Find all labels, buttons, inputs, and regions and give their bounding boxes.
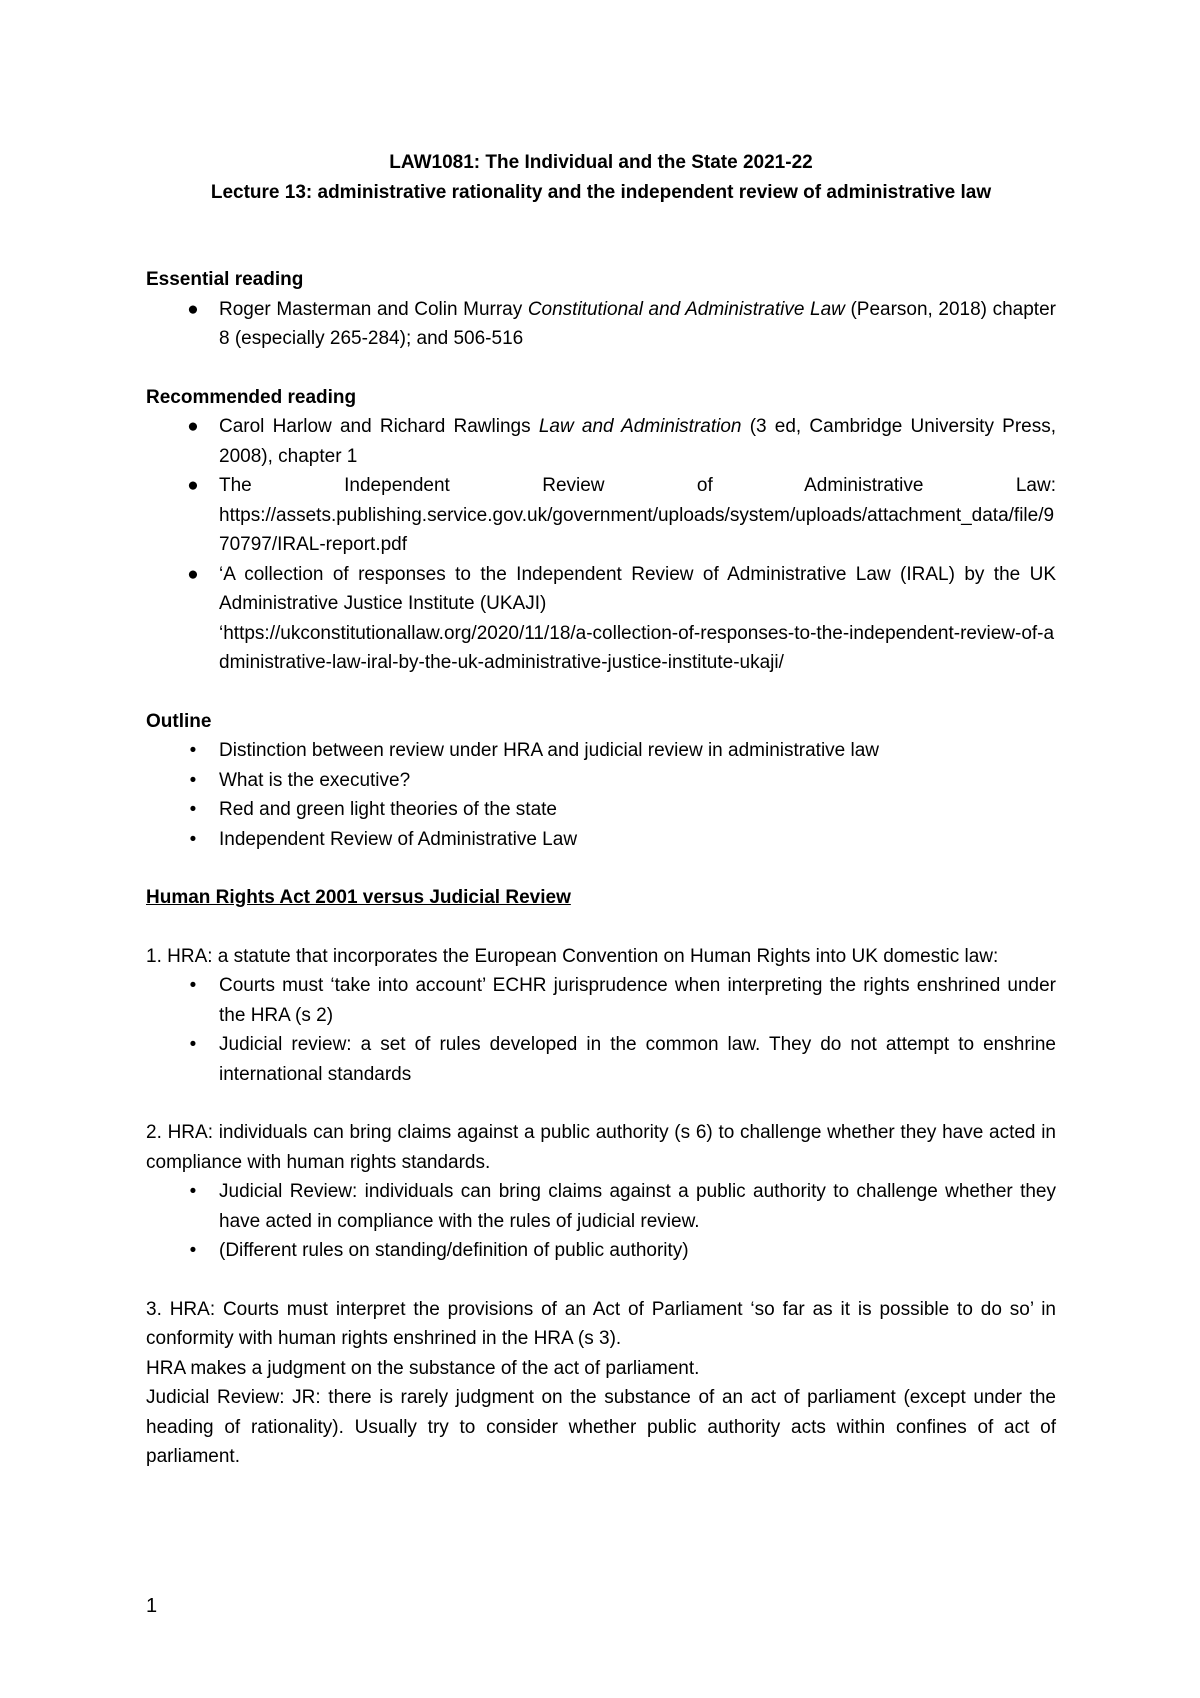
list-item: • Courts must ‘take into account’ ECHR jurisprudence when interpreting the rights enshrined under the HRA (s 2) [146, 971, 1056, 1030]
iral-report-link[interactable]: https://assets.publishing.service.gov.uk/government/uploads/system/uploads/attachment_data/file/970797/IRAL-report.pdf [219, 504, 1055, 555]
essential-reading-list [146, 295, 1056, 354]
page-number: 1 [146, 1595, 158, 1617]
section-heading: Human Rights Act 2001 versus Judicial Review [146, 887, 571, 908]
list-item: • What is the executive? [146, 766, 1056, 796]
list-item: • Distinction between review under HRA and judicial review in administrative law [146, 736, 1056, 766]
bullet-icon: • [189, 828, 197, 850]
outline-heading: Outline [146, 710, 212, 732]
bullet-icon: • [189, 975, 197, 996]
list-item: ● Roger Masterman and Colin Murray Constitutional and Administrative Law (Pearson, 2018) chapter 8 (especially 265-284); and 506-516 [146, 295, 1056, 354]
list-item: ● Carol Harlow and Richard Rawlings Law and Administration (3 ed, Cambridge University Press, 2008), chapter 1 [146, 412, 1056, 471]
list-item: • Independent Review of Administrative Law [146, 825, 1056, 855]
list-item: • Red and green light theories of the state [146, 795, 1056, 825]
bullet-icon: ● [187, 298, 199, 320]
bullet-icon: ● [187, 416, 199, 437]
document-title: LAW1081: The Individual and the State 2021-22 [389, 152, 813, 173]
bullet-icon: • [189, 1240, 197, 1261]
ukaji-responses-link[interactable]: ‘https://ukconstitutionallaw.org/2020/11/18/a-collection-of-responses-to-the-independent-review-of-administrative-law-iral-by-the-uk-administrative-justice-institute-ukaji/ [219, 622, 1055, 673]
bullet-icon: • [189, 769, 197, 791]
essential-reading-heading: Essential reading [146, 269, 304, 290]
paragraph-2: 2. HRA: individuals can bring claims against a public authority (s 6) to challenge whether they have acted in compliance with human rights standards. [146, 1122, 1056, 1173]
bullet-icon: • [189, 740, 197, 761]
paragraph-2-list [146, 1177, 1056, 1266]
list-item: • Judicial Review: individuals can bring claims against a public authority to challenge whether they have acted in compliance with the rules of judicial review. [146, 1177, 1056, 1236]
bullet-icon: ● [187, 475, 199, 496]
document-subtitle: Lecture 13: administrative rationality and the independent review of administrative law [210, 181, 992, 203]
paragraph-3b: HRA makes a judgment on the substance of the act of parliament. [146, 1357, 700, 1379]
recommended-reading-list [146, 412, 1056, 678]
document-body [146, 148, 1056, 1472]
bullet-icon: • [189, 799, 197, 820]
paragraph-3c: Judicial Review: JR: there is rarely judgment on the substance of an act of parliament (except under the heading of rationality). Usually try to consider whether public authority acts within confines of act of parliament. [146, 1387, 1056, 1467]
list-item: ● ‘A collection of responses to the Independent Review of Administrative Law (IRAL) by the UK Administrative Justice Institute (UKAJI) ‘https://ukconstitutionallaw.org/2020/11/18/a-collection-of-responses-to-the-independent-review-of-administrative-law-iral-by-the-uk-administrative-justice-institute-ukaji/ [146, 560, 1056, 678]
paragraph-1-list [146, 971, 1056, 1089]
bullet-icon: • [189, 1034, 197, 1055]
bullet-icon: ● [187, 563, 199, 585]
list-item: ● The Independent Review of Administrative Law: https://assets.publishing.service.gov.uk/government/uploads/system/uploads/attachment_data/file/970797/IRAL-report.pdf [146, 471, 1056, 560]
list-item: • (Different rules on standing/definition of public authority) [146, 1236, 1056, 1266]
paragraph-1: 1. HRA: a statute that incorporates the European Convention on Human Rights into UK domestic law: [146, 945, 999, 967]
outline-list [146, 736, 1056, 854]
list-item: • Judicial review: a set of rules developed in the common law. They do not attempt to enshrine international standards [146, 1030, 1056, 1089]
bullet-icon: • [189, 1181, 197, 1202]
recommended-reading-heading: Recommended reading [146, 386, 357, 408]
paragraph-3: 3. HRA: Courts must interpret the provisions of an Act of Parliament ‘so far as it is possible to do so’ in conformity with human rights enshrined in the HRA (s 3). [146, 1298, 1056, 1349]
